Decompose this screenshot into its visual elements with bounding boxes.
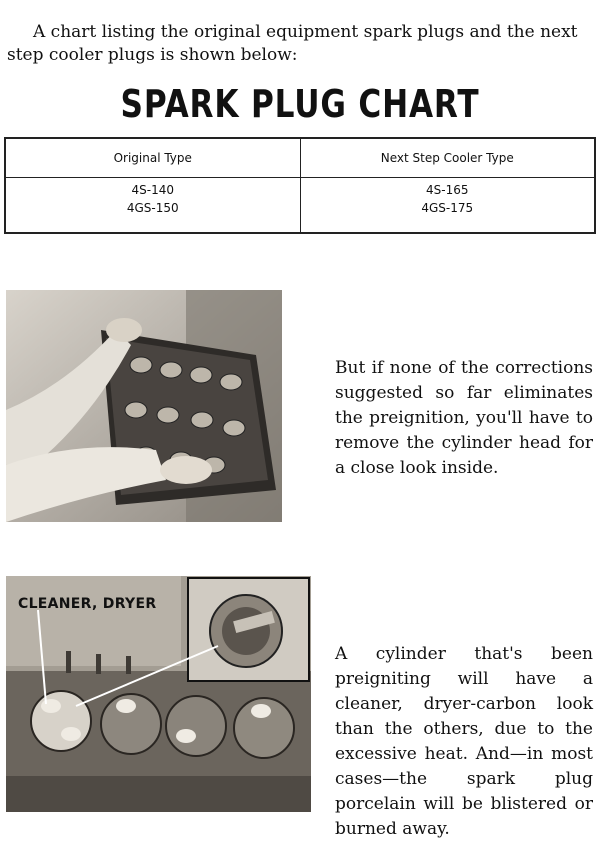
section2-paragraph: A cylinder that's been preigniting will have a cleaner, dryer-carbon look than the others, due to the excessive heat. And—in most cases—the spark plug porcelain will be blistered or burned away. (335, 644, 593, 839)
table-cell: 4GS-150 (126, 201, 179, 215)
cleaner-dryer-label: CLEANER, DRYER (18, 596, 157, 612)
table-row (5, 178, 595, 234)
table-cell: 4S-165 (426, 183, 469, 197)
table-cell: 4GS-175 (421, 201, 474, 215)
section1-paragraph: But if none of the corrections suggested so far eliminates the preignition, you'll have to remove the cylinder head for a close look inside. (335, 358, 593, 478)
intro-text: A chart listing the original equipment spark plugs and the next step cooler plugs is shown below: (7, 22, 578, 65)
original-type-cell (5, 178, 300, 234)
table-cell: 4S-140 (131, 183, 174, 197)
table-header-row (5, 138, 595, 178)
cooler-type-cell (300, 178, 595, 234)
column-header: Next Step Cooler Type (300, 138, 595, 178)
column-header: Original Type (5, 138, 300, 178)
chart-title: SPARK PLUG CHART (120, 82, 480, 126)
cylinder-head-removal-photo (6, 290, 282, 522)
spark-plug-table (4, 137, 596, 234)
